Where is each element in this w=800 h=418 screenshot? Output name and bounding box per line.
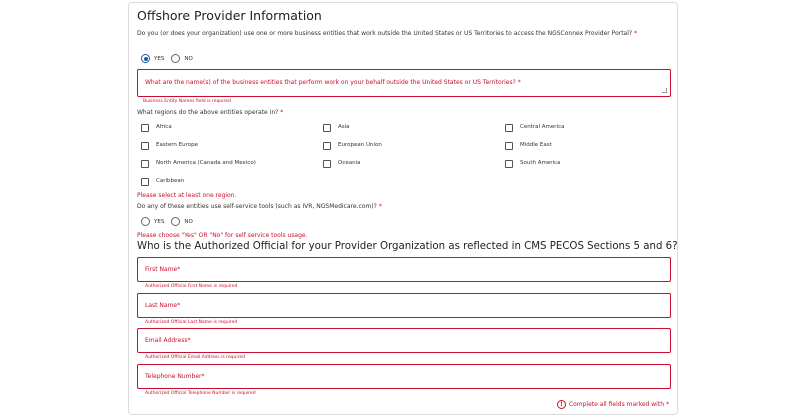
checkbox-oceania[interactable] <box>323 160 331 168</box>
q1-yes-label[interactable]: YES <box>154 55 165 62</box>
region-label-caribbean: Caribbean <box>156 178 185 184</box>
q2-no-label[interactable]: NO <box>184 218 193 225</box>
region-label-eastern-europe: Eastern Europe <box>156 142 198 148</box>
textarea-resize-handle[interactable] <box>662 88 667 93</box>
region-label-central-america: Central America <box>520 124 565 130</box>
email-error: Authorized Official Email Address is required <box>145 355 246 360</box>
business-entities-placeholder: What are the name(s) of the business entities that perform work on your behalf outside the United States or US Territories? * <box>145 79 521 86</box>
q1-no-label[interactable]: NO <box>184 55 193 62</box>
telephone-error: Authorized Official Telephone Number is required <box>145 391 256 396</box>
region-label-africa: Africa <box>156 124 172 130</box>
checkbox-north-america[interactable] <box>141 160 149 168</box>
checkbox-european-union[interactable] <box>323 142 331 150</box>
q1-yes-radio[interactable] <box>141 54 150 63</box>
required-note-text: Complete all fields marked with <box>568 401 664 408</box>
alert-circle-icon: ! <box>557 400 566 409</box>
q1-no-radio[interactable] <box>171 54 180 63</box>
q2-error: Please choose "Yes" OR "No" for self service tools usage. <box>137 232 308 239</box>
q1-radio-group <box>141 54 200 63</box>
checkbox-caribbean[interactable] <box>141 178 149 186</box>
q2-question: Do any of these entities use self-service tools (such as IVR, NGSMedicare.com)? * <box>137 203 382 210</box>
last-name-field[interactable] <box>137 293 671 318</box>
first-name-label: First Name* <box>145 266 181 273</box>
business-entities-textarea[interactable] <box>137 69 671 97</box>
checkbox-south-america[interactable] <box>505 160 513 168</box>
checkbox-africa[interactable] <box>141 124 149 132</box>
last-name-error: Authorized Official Last Name is required <box>145 320 238 325</box>
email-label: Email Address* <box>145 337 191 344</box>
q2-radio-group <box>141 217 200 226</box>
region-label-middle-east: Middle East <box>520 142 552 148</box>
q2-yes-label[interactable]: YES <box>154 218 165 225</box>
required-note-star: * <box>666 401 669 408</box>
checkbox-asia[interactable] <box>323 124 331 132</box>
region-label-asia: Asia <box>338 124 350 130</box>
q2-no-radio[interactable] <box>171 217 180 226</box>
q1-text: Do you (or does your organization) use one or more business entities that work outside the United States or US Territories to access the NGSConnex Provider Portal? <box>137 30 633 37</box>
q1-question <box>137 28 667 39</box>
telephone-label: Telephone Number* <box>145 373 205 380</box>
q2-yes-radio[interactable] <box>141 217 150 226</box>
last-name-label: Last Name* <box>145 302 181 309</box>
authorized-official-heading: Who is the Authorized Official for your Provider Organization as reflected in CMS PECOS Sections 5 and 6? <box>137 241 678 252</box>
regions-question: What regions do the above entities operate in? * <box>137 109 284 116</box>
region-label-european-union: European Union <box>338 142 382 148</box>
region-label-south-america: South America <box>520 160 561 166</box>
telephone-field[interactable] <box>137 364 671 389</box>
first-name-field[interactable] <box>137 257 671 282</box>
q1-required-star: * <box>634 30 638 37</box>
region-label-north-america: North America (Canada and Mexico) <box>156 160 256 166</box>
checkbox-central-america[interactable] <box>505 124 513 132</box>
first-name-error: Authorized Official First Name is required <box>145 284 238 289</box>
section-title: Offshore Provider Information <box>137 8 322 23</box>
email-field[interactable] <box>137 328 671 353</box>
checkbox-eastern-europe[interactable] <box>141 142 149 150</box>
region-label-oceania: Oceania <box>338 160 361 166</box>
required-fields-note <box>557 400 669 409</box>
business-entities-error: Business Entity Names field is required <box>143 99 231 104</box>
checkbox-middle-east[interactable] <box>505 142 513 150</box>
regions-error: Please select at least one region. <box>137 192 237 199</box>
offshore-provider-card <box>128 2 678 415</box>
